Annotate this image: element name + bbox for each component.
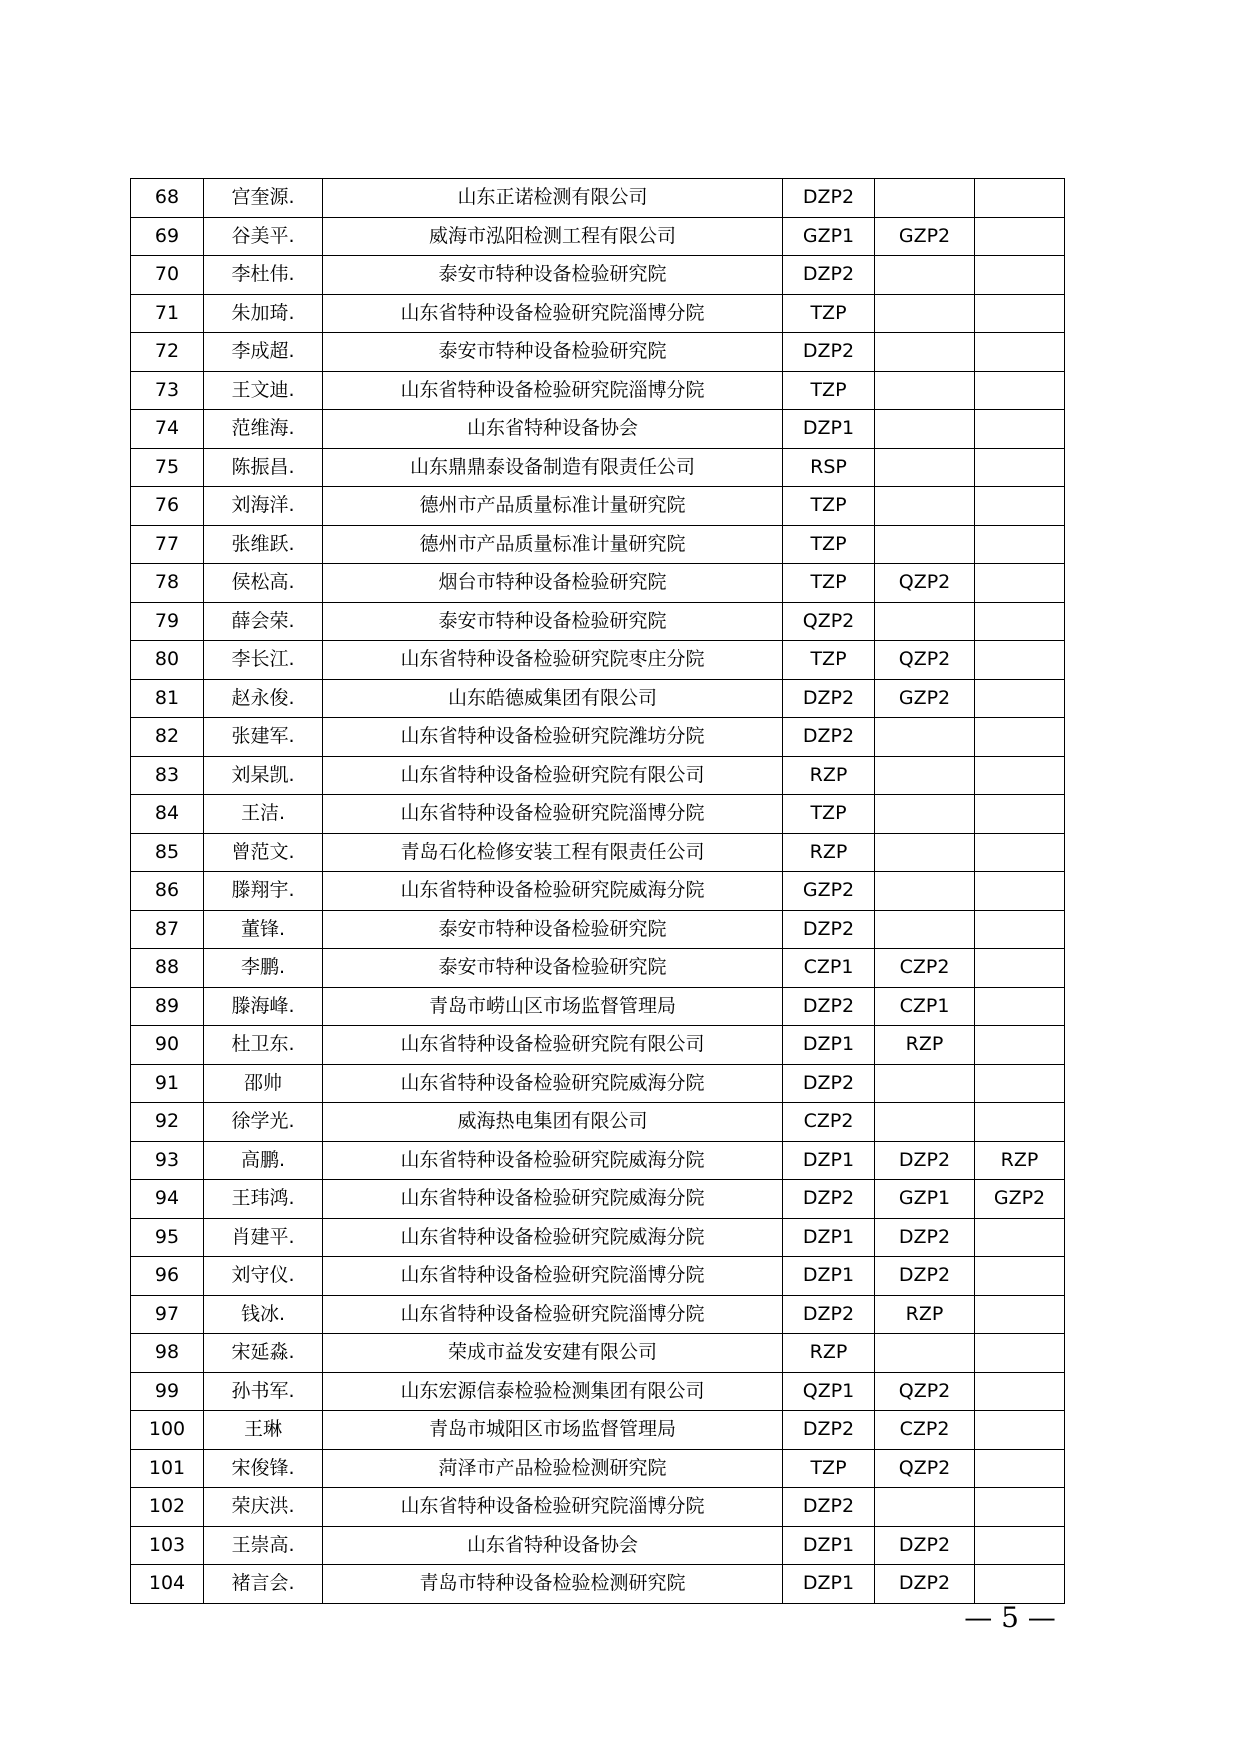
qualification-2-cell: CZP2 <box>875 1411 975 1450</box>
personnel-table <box>130 178 1065 1604</box>
organization-cell: 山东省特种设备检验研究院威海分院 <box>323 1141 783 1180</box>
organization-cell: 威海热电集团有限公司 <box>323 1103 783 1142</box>
row-number-cell: 68 <box>131 179 204 218</box>
qualification-3-cell <box>975 910 1065 949</box>
organization-cell: 山东皓德威集团有限公司 <box>323 679 783 718</box>
row-number-cell: 81 <box>131 679 204 718</box>
qualification-2-cell <box>875 833 975 872</box>
row-number-cell: 75 <box>131 448 204 487</box>
qualification-3-cell <box>975 1526 1065 1565</box>
qualification-2-cell <box>875 872 975 911</box>
qualification-1-cell: DZP1 <box>783 1141 875 1180</box>
qualification-2-cell: DZP2 <box>875 1141 975 1180</box>
table-row <box>131 949 1065 988</box>
person-name-cell: 宫奎源. <box>204 179 323 218</box>
table-row <box>131 987 1065 1026</box>
qualification-1-cell: DZP2 <box>783 910 875 949</box>
qualification-1-cell: QZP2 <box>783 602 875 641</box>
table-row <box>131 256 1065 295</box>
qualification-2-cell: DZP2 <box>875 1565 975 1604</box>
person-name-cell: 肖建平. <box>204 1218 323 1257</box>
table-body <box>131 179 1065 1604</box>
table-row <box>131 1295 1065 1334</box>
qualification-2-cell <box>875 448 975 487</box>
row-number-cell: 97 <box>131 1295 204 1334</box>
qualification-1-cell: DZP2 <box>783 1488 875 1527</box>
table-row <box>131 1026 1065 1065</box>
qualification-3-cell <box>975 1295 1065 1334</box>
row-number-cell: 104 <box>131 1565 204 1604</box>
qualification-1-cell: GZP1 <box>783 217 875 256</box>
row-number-cell: 103 <box>131 1526 204 1565</box>
table-row <box>131 1180 1065 1219</box>
organization-cell: 泰安市特种设备检验研究院 <box>323 333 783 372</box>
qualification-1-cell: DZP1 <box>783 1218 875 1257</box>
qualification-3-cell <box>975 1064 1065 1103</box>
qualification-3-cell <box>975 872 1065 911</box>
organization-cell: 泰安市特种设备检验研究院 <box>323 256 783 295</box>
qualification-1-cell: DZP2 <box>783 1180 875 1219</box>
table-row <box>131 1218 1065 1257</box>
person-name-cell: 范维海. <box>204 410 323 449</box>
person-name-cell: 褚言会. <box>204 1565 323 1604</box>
qualification-2-cell: GZP1 <box>875 1180 975 1219</box>
person-name-cell: 滕翔宇. <box>204 872 323 911</box>
qualification-1-cell: TZP <box>783 525 875 564</box>
qualification-2-cell <box>875 179 975 218</box>
organization-cell: 青岛市城阳区市场监督管理局 <box>323 1411 783 1450</box>
organization-cell: 山东省特种设备检验研究院淄博分院 <box>323 795 783 834</box>
qualification-2-cell: RZP <box>875 1295 975 1334</box>
person-name-cell: 谷美平. <box>204 217 323 256</box>
qualification-1-cell: TZP <box>783 371 875 410</box>
qualification-1-cell: DZP1 <box>783 1565 875 1604</box>
qualification-1-cell: RSP <box>783 448 875 487</box>
table-row <box>131 910 1065 949</box>
qualification-1-cell: TZP <box>783 641 875 680</box>
qualification-3-cell: RZP <box>975 1141 1065 1180</box>
qualification-1-cell: TZP <box>783 795 875 834</box>
table-row <box>131 525 1065 564</box>
person-name-cell: 张建军. <box>204 718 323 757</box>
table-row <box>131 756 1065 795</box>
qualification-1-cell: DZP2 <box>783 256 875 295</box>
person-name-cell: 赵永俊. <box>204 679 323 718</box>
qualification-3-cell <box>975 602 1065 641</box>
qualification-1-cell: RZP <box>783 756 875 795</box>
qualification-1-cell: QZP1 <box>783 1372 875 1411</box>
row-number-cell: 100 <box>131 1411 204 1450</box>
row-number-cell: 95 <box>131 1218 204 1257</box>
row-number-cell: 73 <box>131 371 204 410</box>
row-number-cell: 70 <box>131 256 204 295</box>
table-row <box>131 217 1065 256</box>
row-number-cell: 101 <box>131 1449 204 1488</box>
row-number-cell: 92 <box>131 1103 204 1142</box>
organization-cell: 德州市产品质量标准计量研究院 <box>323 525 783 564</box>
qualification-3-cell <box>975 756 1065 795</box>
table-row <box>131 1257 1065 1296</box>
table-row <box>131 1372 1065 1411</box>
qualification-2-cell: QZP2 <box>875 564 975 603</box>
person-name-cell: 陈振昌. <box>204 448 323 487</box>
qualification-2-cell <box>875 410 975 449</box>
qualification-2-cell <box>875 718 975 757</box>
qualification-2-cell: CZP2 <box>875 949 975 988</box>
table-row <box>131 1526 1065 1565</box>
qualification-1-cell: DZP2 <box>783 679 875 718</box>
qualification-2-cell <box>875 1103 975 1142</box>
row-number-cell: 74 <box>131 410 204 449</box>
table-row <box>131 1141 1065 1180</box>
qualification-1-cell: RZP <box>783 833 875 872</box>
qualification-2-cell <box>875 487 975 526</box>
qualification-3-cell <box>975 294 1065 333</box>
organization-cell: 青岛石化检修安装工程有限责任公司 <box>323 833 783 872</box>
person-name-cell: 荣庆洪. <box>204 1488 323 1527</box>
organization-cell: 山东省特种设备检验研究院有限公司 <box>323 1026 783 1065</box>
organization-cell: 青岛市崂山区市场监督管理局 <box>323 987 783 1026</box>
row-number-cell: 86 <box>131 872 204 911</box>
organization-cell: 山东正诺检测有限公司 <box>323 179 783 218</box>
qualification-2-cell: DZP2 <box>875 1218 975 1257</box>
organization-cell: 山东省特种设备检验研究院威海分院 <box>323 1180 783 1219</box>
row-number-cell: 91 <box>131 1064 204 1103</box>
qualification-1-cell: TZP <box>783 1449 875 1488</box>
qualification-2-cell <box>875 1334 975 1373</box>
qualification-3-cell <box>975 371 1065 410</box>
qualification-1-cell: DZP1 <box>783 410 875 449</box>
person-name-cell: 刘守仪. <box>204 1257 323 1296</box>
person-name-cell: 邵帅 <box>204 1064 323 1103</box>
qualification-1-cell: TZP <box>783 564 875 603</box>
qualification-3-cell <box>975 679 1065 718</box>
person-name-cell: 杜卫东. <box>204 1026 323 1065</box>
row-number-cell: 102 <box>131 1488 204 1527</box>
table-row <box>131 641 1065 680</box>
qualification-3-cell <box>975 833 1065 872</box>
qualification-3-cell <box>975 1218 1065 1257</box>
row-number-cell: 85 <box>131 833 204 872</box>
qualification-1-cell: DZP2 <box>783 333 875 372</box>
organization-cell: 山东省特种设备检验研究院威海分院 <box>323 872 783 911</box>
qualification-2-cell: QZP2 <box>875 1449 975 1488</box>
organization-cell: 山东宏源信泰检验检测集团有限公司 <box>323 1372 783 1411</box>
table-row <box>131 371 1065 410</box>
table-row <box>131 1411 1065 1450</box>
table-row <box>131 1449 1065 1488</box>
table-row <box>131 1064 1065 1103</box>
row-number-cell: 82 <box>131 718 204 757</box>
qualification-2-cell: QZP2 <box>875 641 975 680</box>
page-number: — 5 — <box>964 1601 1056 1634</box>
person-name-cell: 曾范文. <box>204 833 323 872</box>
person-name-cell: 滕海峰. <box>204 987 323 1026</box>
row-number-cell: 80 <box>131 641 204 680</box>
table-row <box>131 448 1065 487</box>
qualification-2-cell <box>875 910 975 949</box>
row-number-cell: 88 <box>131 949 204 988</box>
person-name-cell: 宋俊锋. <box>204 1449 323 1488</box>
qualification-2-cell <box>875 756 975 795</box>
table-row <box>131 564 1065 603</box>
qualification-3-cell <box>975 1026 1065 1065</box>
qualification-1-cell: CZP2 <box>783 1103 875 1142</box>
qualification-3-cell <box>975 217 1065 256</box>
qualification-3-cell: GZP2 <box>975 1180 1065 1219</box>
person-name-cell: 钱冰. <box>204 1295 323 1334</box>
organization-cell: 山东省特种设备检验研究院枣庄分院 <box>323 641 783 680</box>
qualification-2-cell <box>875 602 975 641</box>
organization-cell: 菏泽市产品检验检测研究院 <box>323 1449 783 1488</box>
table-row <box>131 410 1065 449</box>
organization-cell: 泰安市特种设备检验研究院 <box>323 602 783 641</box>
row-number-cell: 98 <box>131 1334 204 1373</box>
qualification-3-cell <box>975 718 1065 757</box>
qualification-3-cell <box>975 448 1065 487</box>
organization-cell: 威海市泓阳检测工程有限公司 <box>323 217 783 256</box>
organization-cell: 山东省特种设备检验研究院淄博分院 <box>323 371 783 410</box>
person-name-cell: 王琳 <box>204 1411 323 1450</box>
person-name-cell: 朱加琦. <box>204 294 323 333</box>
qualification-2-cell <box>875 333 975 372</box>
qualification-2-cell: GZP2 <box>875 679 975 718</box>
qualification-1-cell: DZP2 <box>783 1295 875 1334</box>
table-row <box>131 795 1065 834</box>
qualification-2-cell: CZP1 <box>875 987 975 1026</box>
organization-cell: 山东省特种设备检验研究院有限公司 <box>323 756 783 795</box>
person-name-cell: 张维跃. <box>204 525 323 564</box>
table-row <box>131 487 1065 526</box>
qualification-2-cell: GZP2 <box>875 217 975 256</box>
qualification-3-cell <box>975 1103 1065 1142</box>
table-row <box>131 1334 1065 1373</box>
qualification-2-cell <box>875 1064 975 1103</box>
row-number-cell: 69 <box>131 217 204 256</box>
organization-cell: 青岛市特种设备检验检测研究院 <box>323 1565 783 1604</box>
row-number-cell: 93 <box>131 1141 204 1180</box>
qualification-1-cell: GZP2 <box>783 872 875 911</box>
qualification-3-cell <box>975 1565 1065 1604</box>
organization-cell: 山东省特种设备检验研究院淄博分院 <box>323 1257 783 1296</box>
qualification-3-cell <box>975 1257 1065 1296</box>
organization-cell: 山东省特种设备协会 <box>323 1526 783 1565</box>
qualification-1-cell: CZP1 <box>783 949 875 988</box>
row-number-cell: 83 <box>131 756 204 795</box>
qualification-1-cell: TZP <box>783 294 875 333</box>
person-name-cell: 王洁. <box>204 795 323 834</box>
table-row <box>131 1565 1065 1604</box>
qualification-3-cell <box>975 1372 1065 1411</box>
person-name-cell: 董锋. <box>204 910 323 949</box>
row-number-cell: 77 <box>131 525 204 564</box>
person-name-cell: 李杜伟. <box>204 256 323 295</box>
person-name-cell: 徐学光. <box>204 1103 323 1142</box>
qualification-3-cell <box>975 795 1065 834</box>
qualification-1-cell: TZP <box>783 487 875 526</box>
person-name-cell: 李鹏. <box>204 949 323 988</box>
qualification-2-cell <box>875 1488 975 1527</box>
qualification-3-cell <box>975 1334 1065 1373</box>
qualification-1-cell: DZP2 <box>783 1411 875 1450</box>
qualification-1-cell: DZP1 <box>783 1026 875 1065</box>
table-row <box>131 333 1065 372</box>
organization-cell: 泰安市特种设备检验研究院 <box>323 910 783 949</box>
qualification-1-cell: DZP2 <box>783 1064 875 1103</box>
qualification-1-cell: DZP2 <box>783 718 875 757</box>
organization-cell: 山东鼎鼎泰设备制造有限责任公司 <box>323 448 783 487</box>
qualification-3-cell <box>975 525 1065 564</box>
qualification-1-cell: DZP1 <box>783 1526 875 1565</box>
qualification-3-cell <box>975 1411 1065 1450</box>
person-name-cell: 刘海洋. <box>204 487 323 526</box>
organization-cell: 烟台市特种设备检验研究院 <box>323 564 783 603</box>
person-name-cell: 侯松高. <box>204 564 323 603</box>
row-number-cell: 99 <box>131 1372 204 1411</box>
organization-cell: 山东省特种设备检验研究院威海分院 <box>323 1064 783 1103</box>
qualification-1-cell: DZP2 <box>783 179 875 218</box>
row-number-cell: 71 <box>131 294 204 333</box>
person-name-cell: 王文迪. <box>204 371 323 410</box>
qualification-3-cell <box>975 1449 1065 1488</box>
person-name-cell: 孙书军. <box>204 1372 323 1411</box>
row-number-cell: 90 <box>131 1026 204 1065</box>
table-row <box>131 718 1065 757</box>
person-name-cell: 李成超. <box>204 333 323 372</box>
organization-cell: 德州市产品质量标准计量研究院 <box>323 487 783 526</box>
table-row <box>131 833 1065 872</box>
qualification-1-cell: DZP1 <box>783 1257 875 1296</box>
qualification-1-cell: RZP <box>783 1334 875 1373</box>
qualification-3-cell <box>975 641 1065 680</box>
table-row <box>131 179 1065 218</box>
person-name-cell: 高鹏. <box>204 1141 323 1180</box>
qualification-3-cell <box>975 1488 1065 1527</box>
organization-cell: 山东省特种设备检验研究院威海分院 <box>323 1218 783 1257</box>
organization-cell: 泰安市特种设备检验研究院 <box>323 949 783 988</box>
qualification-3-cell <box>975 949 1065 988</box>
organization-cell: 山东省特种设备检验研究院潍坊分院 <box>323 718 783 757</box>
qualification-2-cell <box>875 795 975 834</box>
table-row <box>131 1103 1065 1142</box>
row-number-cell: 76 <box>131 487 204 526</box>
row-number-cell: 89 <box>131 987 204 1026</box>
organization-cell: 山东省特种设备检验研究院淄博分院 <box>323 1295 783 1334</box>
qualification-3-cell <box>975 333 1065 372</box>
table-row <box>131 294 1065 333</box>
qualification-3-cell <box>975 987 1065 1026</box>
organization-cell: 山东省特种设备检验研究院淄博分院 <box>323 1488 783 1527</box>
person-name-cell: 李长江. <box>204 641 323 680</box>
row-number-cell: 94 <box>131 1180 204 1219</box>
table-row <box>131 602 1065 641</box>
table-row <box>131 872 1065 911</box>
organization-cell: 山东省特种设备协会 <box>323 410 783 449</box>
qualification-2-cell <box>875 256 975 295</box>
person-name-cell: 王崇高. <box>204 1526 323 1565</box>
table-row <box>131 1488 1065 1527</box>
person-name-cell: 刘杲凯. <box>204 756 323 795</box>
qualification-2-cell: DZP2 <box>875 1257 975 1296</box>
organization-cell: 荣成市益发安建有限公司 <box>323 1334 783 1373</box>
qualification-2-cell <box>875 294 975 333</box>
row-number-cell: 78 <box>131 564 204 603</box>
qualification-3-cell <box>975 256 1065 295</box>
qualification-2-cell: QZP2 <box>875 1372 975 1411</box>
person-name-cell: 王玮鸿. <box>204 1180 323 1219</box>
qualification-3-cell <box>975 410 1065 449</box>
table-row <box>131 679 1065 718</box>
person-name-cell: 薛会荣. <box>204 602 323 641</box>
row-number-cell: 87 <box>131 910 204 949</box>
qualification-3-cell <box>975 564 1065 603</box>
qualification-2-cell: RZP <box>875 1026 975 1065</box>
qualification-3-cell <box>975 179 1065 218</box>
qualification-3-cell <box>975 487 1065 526</box>
qualification-2-cell: DZP2 <box>875 1526 975 1565</box>
qualification-2-cell <box>875 525 975 564</box>
organization-cell: 山东省特种设备检验研究院淄博分院 <box>323 294 783 333</box>
row-number-cell: 79 <box>131 602 204 641</box>
row-number-cell: 72 <box>131 333 204 372</box>
qualification-1-cell: DZP2 <box>783 987 875 1026</box>
person-name-cell: 宋延淼. <box>204 1334 323 1373</box>
row-number-cell: 96 <box>131 1257 204 1296</box>
row-number-cell: 84 <box>131 795 204 834</box>
qualification-2-cell <box>875 371 975 410</box>
